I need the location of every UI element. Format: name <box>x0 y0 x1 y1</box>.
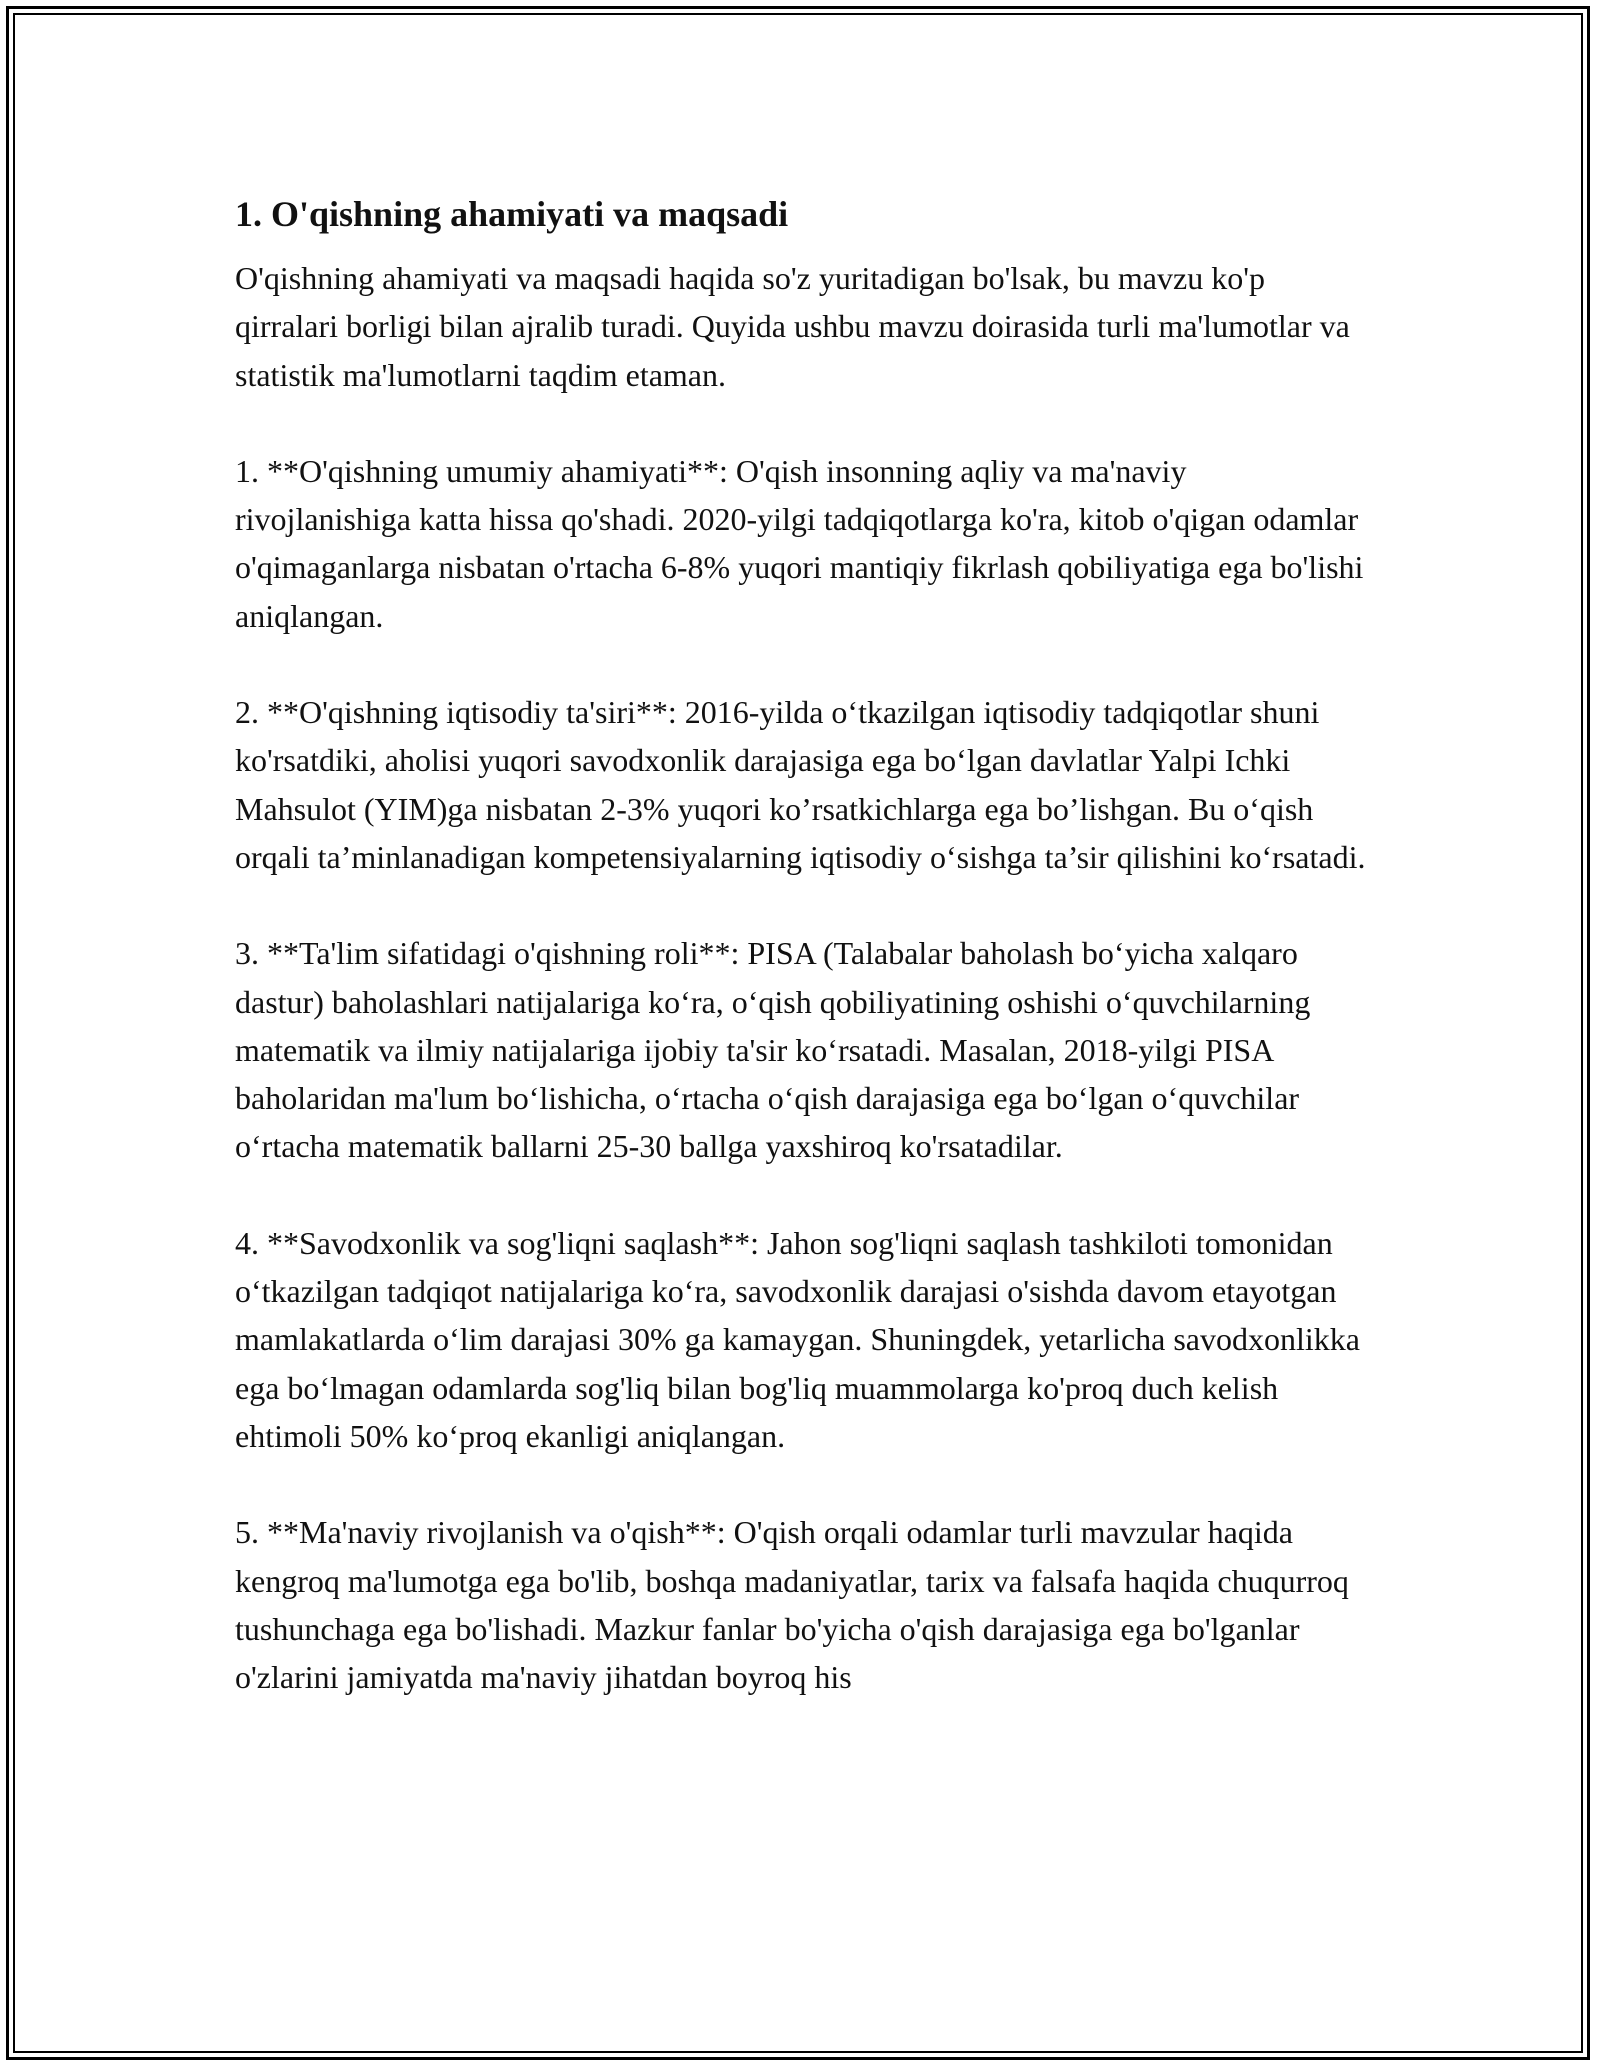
paragraph-education-role: 3. **Ta'lim sifatidagi o'qishning roli**: PISA (Talabalar baholash bo‘yicha xalqaro dastur) baholashlari natijalariga ko‘ra, o‘qish qobiliyatining oshishi o‘quvchilarning matematik va ilmiy natijalariga ijobiy ta'sir ko‘rsatadi. Masalan, 2018-yilgi PISA baholaridan ma'lum bo‘lishicha, o‘rtacha o‘qish darajasiga ega bo‘lgan o‘quvchilar o‘rtacha matematik ballarni 25-30 ballga yaxshiroq ko'rsatadilar. <box>235 935 1311 1165</box>
paragraph-general-importance: 1. **O'qishning umumiy ahamiyati**: O'qish insonning aqliy va ma'naviy rivojlanishiga katta hissa qo'shadi. 2020-yilgi tadqiqotlarga ko'ra, kitob o'qigan odamlar o'qimaganlarga nisbatan o'rtacha 6-8% yuqori mantiqiy fikrlash qobiliyatiga ega bo'lishi aniqlangan. <box>235 452 1364 634</box>
document-body <box>235 186 1370 1749</box>
paragraph-literacy-health: 4. **Savodxonlik va sog'liqni saqlash**: Jahon sog'liqni saqlash tashkiloti tomonidan o‘tkazilgan tadqiqot natijalariga ko‘ra, savodxonlik darajasi o'sishda davom etayotgan mamlakatlarda o‘lim darajasi 30% ga kamaygan. Shuningdek, yetarlicha savodxonlikka ega bo‘lmagan odamlarda sog'liq bilan bog'liq muammolarga ko'proq duch kelish ehtimoli 50% ko‘proq ekanligi aniqlangan. <box>235 1224 1360 1454</box>
intro-paragraph: O'qishning ahamiyati va maqsadi haqida so'z yuritadigan bo'lsak, bu mavzu ko'p qirralari borligi bilan ajralib turadi. Quyida ushbu mavzu doirasida turli ma'lumotlar va statistik ma'lumotlarni taqdim etaman. <box>235 260 1350 393</box>
paragraph-economic-impact: 2. **O'qishning iqtisodiy ta'siri**: 2016-yilda o‘tkazilgan iqtisodiy tadqiqotlar shuni ko'rsatdiki, aholisi yuqori savodxonlik darajasiga ega bo‘lgan davlatlar Yalpi Ichki Mahsulot (YIM)ga nisbatan 2-3% yuqori ko’rsatkichlarga ega bo’lishgan. Bu o‘qish orqali ta’minlanadigan kompetensiyalarning iqtisodiy o‘sishga ta’sir qilishini ko‘rsatadi. <box>235 694 1366 875</box>
paragraph-spiritual-development: 5. **Ma'naviy rivojlanish va o'qish**: O'qish orqali odamlar turli mavzular haqida kengroq ma'lumotga ega bo'lib, boshqa madaniyatlar, tarix va falsafa haqida chuqurroq tushunchaga ega bo'lishadi. Mazkur fanlar bo'yicha o'qish darajasiga ega bo'lganlar o'zlarini jamiyatda ma'naviy jihatdan boyroq his <box>235 1514 1349 1696</box>
section-heading: 1. O'qishning ahamiyati va maqsadi <box>235 194 789 234</box>
